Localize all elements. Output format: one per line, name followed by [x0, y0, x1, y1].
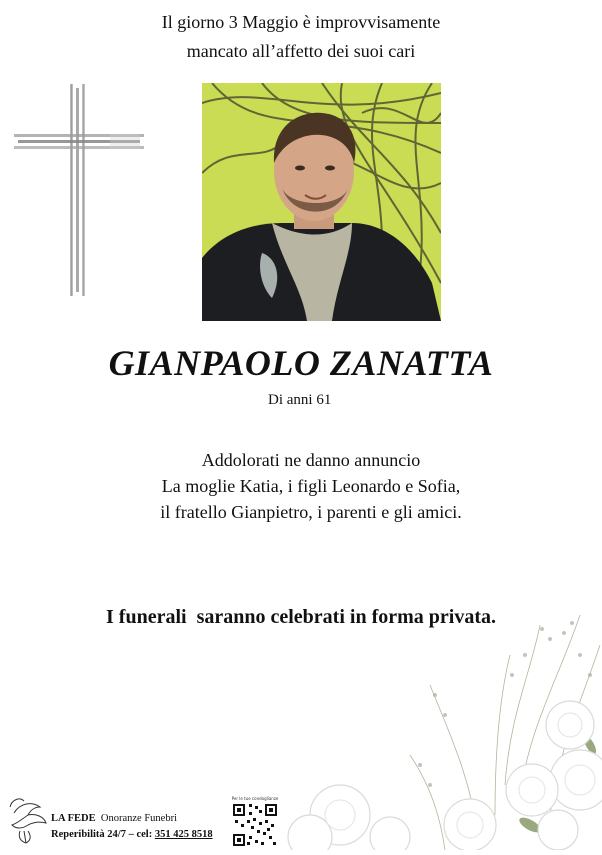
agency-info [51, 811, 213, 843]
announcement-line-2: La moglie Katia, i figli Leonardo e Sofia, [161, 476, 461, 496]
cross-icon [14, 84, 144, 296]
announcement-line-1: Addolorati ne danno annuncio [201, 450, 421, 470]
flowers-decoration [280, 615, 602, 850]
qr-caption: Per le tue condoglianze [231, 796, 279, 801]
agency-type: Onoranze Funebri [100, 813, 177, 824]
funeral-notice: I funerali saranno celebrati in forma privata. [106, 606, 496, 628]
intro-line-2: mancato all’affetto dei suoi cari [186, 41, 416, 61]
announcement [0, 447, 602, 525]
announcement-line-3: il fratello Gianpietro, i parenti e gli amici. [160, 502, 462, 522]
agency-availability: Reperibilità 24/7 – cel: [51, 829, 153, 840]
agency-phone[interactable]: 351 425 8518 [154, 829, 213, 840]
dove-logo [6, 793, 50, 845]
agency-name: LA FEDE [51, 813, 96, 824]
deceased-age: Di anni 61 [268, 392, 332, 408]
intro-text [0, 8, 602, 66]
intro-line-1: Il giorno 3 Maggio è improvvisamente [161, 12, 441, 32]
qr-code[interactable] [231, 796, 279, 848]
deceased-name: GIANPAOLO ZANATTA [108, 343, 494, 383]
portrait-photo [202, 83, 441, 321]
